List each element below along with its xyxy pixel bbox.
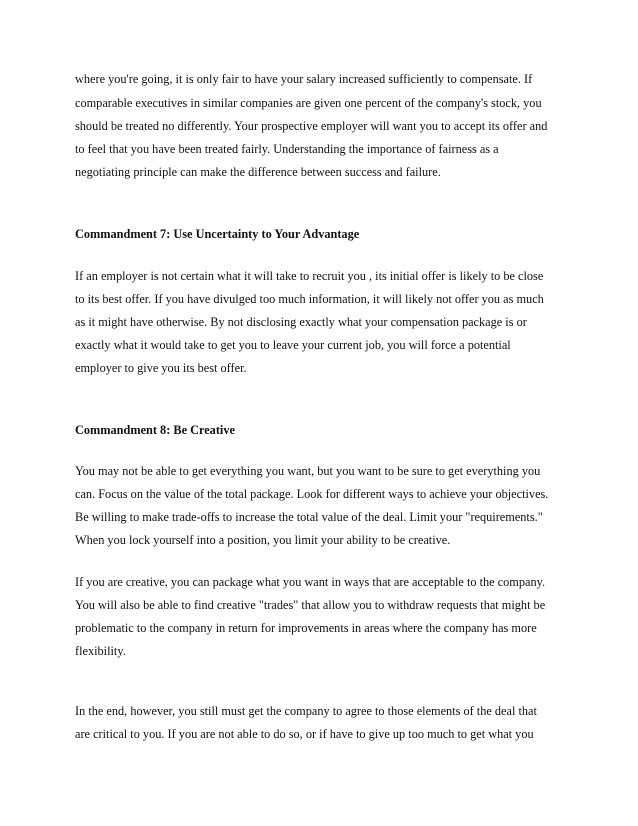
paragraph-2-line-3: as it might have otherwise. By not disclosing exactly what your compensation package is or — [75, 315, 527, 329]
paragraph-1-line-1: where you're going, it is only fair to have your salary increased sufficiently to compensate. If — [75, 72, 533, 86]
paragraph-2-line-5: employer to give you its best offer. — [75, 361, 247, 375]
paragraph-1-line-5: negotiating principle can make the difference between success and failure. — [75, 165, 441, 179]
paragraph-1-line-3: should be treated no differently. Your prospective employer will want you to accept its offer and — [75, 119, 548, 133]
commandment-8-heading: Commandment 8: Be Creative — [75, 423, 235, 437]
paragraph-2-line-2: to its best offer. If you have divulged too much information, it will likely not offer you as much — [75, 292, 544, 306]
paragraph-4-line-2: You will also be able to find creative "trades" that allow you to withdraw requests that might be — [75, 598, 546, 612]
paragraph-3-line-1: You may not be able to get everything you want, but you want to be sure to get everything you — [75, 464, 541, 478]
paragraph-2-line-4: exactly what it would take to get you to leave your current job, you will force a potential — [75, 338, 511, 352]
paragraph-3-line-2: can. Focus on the value of the total package. Look for different ways to achieve your objectives. — [75, 487, 549, 501]
commandment-7-heading: Commandment 7: Use Uncertainty to Your Advantage — [75, 227, 360, 241]
paragraph-1-line-2: comparable executives in similar companies are given one percent of the company's stock, you — [75, 96, 542, 110]
paragraph-4-line-1: If you are creative, you can package what you want in ways that are acceptable to the company. — [75, 575, 546, 589]
paragraph-1-line-4: to feel that you have been treated fairly. Understanding the importance of fairness as a — [75, 142, 499, 156]
paragraph-3-line-3: Be willing to make trade-offs to increase the total value of the deal. Limit your "requirements." — [75, 510, 543, 524]
paragraph-5-line-2: are critical to you. If you are not able to do so, or if have to give up too much to get what you — [75, 727, 534, 741]
paragraph-2-line-1: If an employer is not certain what it will take to recruit you , its initial offer is likely to be close — [75, 269, 544, 283]
paragraph-3-line-4: When you lock yourself into a position, you limit your ability to be creative. — [75, 533, 451, 547]
paragraph-5-line-1: In the end, however, you still must get the company to agree to those elements of the deal that — [75, 704, 537, 718]
paragraph-4-line-3: problematic to the company in return for improvements in areas where the company has more — [75, 621, 537, 635]
paragraph-4-line-4: flexibility. — [75, 644, 126, 658]
